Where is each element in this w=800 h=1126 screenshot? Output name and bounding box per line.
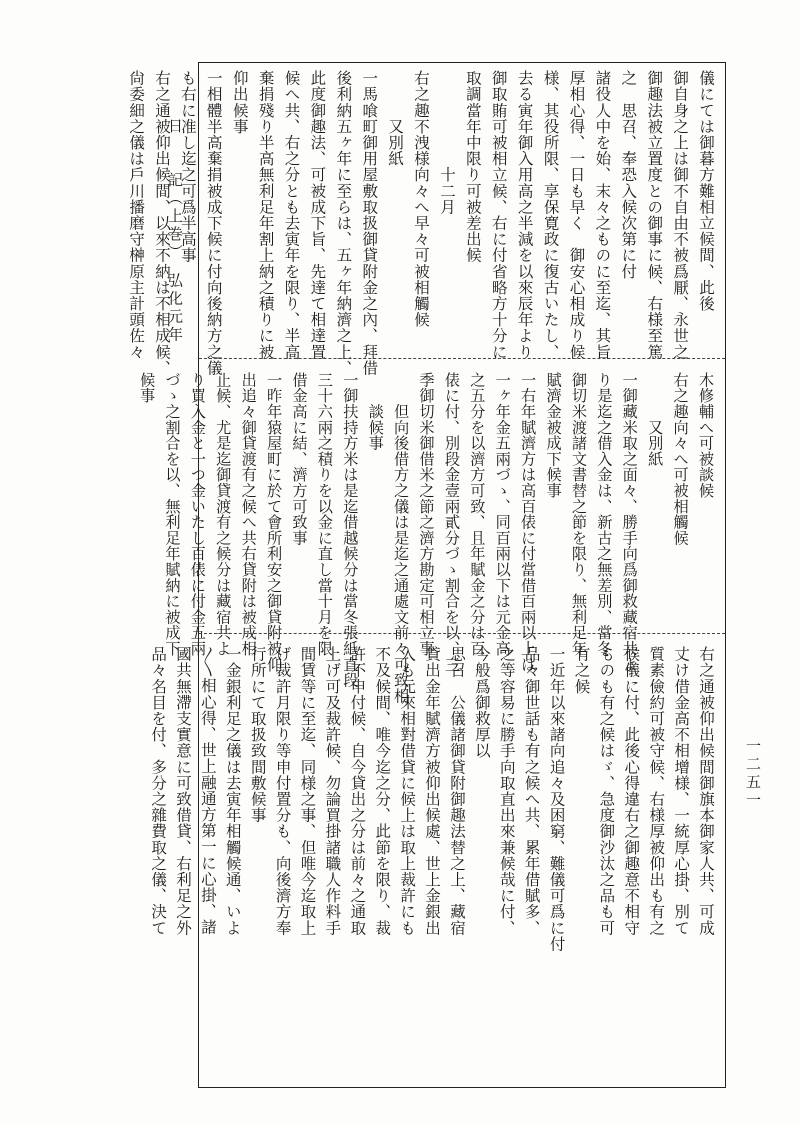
text-body-middle: 木修輔へ可被談候 右之趣向々へ可被相觸候 又別紙 一御藏米取之面々、勝手向爲御救藏宿共よ り是迄之借入金は、新古之無差別、當冬 御切米渡諸文書替之節を限り、無利足年 賦濟金被成下候事 一右年賦濟方は高百俵に付當借百兩以上は 一ヶ年金五兩づゝ、同百兩以下は元金高 之五分を以濟方可致、且年賦金之分は百 俵に付、別段金壹兩貳分づゝ割合を以、三 季御切米御借米之節之濟方勘定可相立事 但向後借方之儀は是迄之通處文前々可致相 談候事 一御扶持方米は是迄借越候分は當冬張紙直段 三十六兩之積りを以金に直し當十月を限 借金高に結、濟方可致事 一昨年猿屋町に於て會所利安之御貸附被仰 出追々御貸渡有之候へ共右貸附は被成相 止候、尤是迄御貸渡有之候分は藏宿共よ り買入金と一つ金いたし百俵に付金五兩 づゝ之割合を以、無利足年賦納に被成下 候事: [138, 372, 715, 704]
running-title: 日 記（上巻） 弘化元年: [166, 118, 184, 345]
text-body-top: 儀にては御暮方難相立候間、此後 御自身之上は御不自由不被爲厭、永世之 御趣法被立置度との御事に候、右様至篤 之 思召、奉恐入候次第に付 諸役人中を始、末々之ものに至迄、其旨 厚相心得、一日も早く 御安心相成り候 様、其役所限、享保寛政に復古いたし、 去る寅年御入用高之半減を以來辰年より 御取賄可被相立候、右に付省略方十分に 取調當年中限り可被差出候 十二月 右之趣不洩様向々へ早々可被相觸候 又別紙 一馬喰町御用屋敷取扱御貸附金之內、拜借 後利納五ヶ年に至らは、五ヶ年納濟之上、 此度御趣法、可被成下旨、先達て相達置 候へ共、右之分とも去寅年を限り、半高 棄捐殘り半高無利足年割上納之積りに被 仰出候事 一相體半高棄捐被成下候に付向後納方之儀 も右に准し迄之可爲半高事 右之通被仰出候間、以來不納は不相成候、 尙委細之儀は戶川播磨守榊原主計頭佐々: [127, 70, 715, 376]
page-number: 一二五一: [744, 738, 762, 810]
text-panel-middle: [138, 366, 724, 704]
section-divider-1: [199, 358, 725, 359]
text-body-bottom: 右之通被仰出候間御旗本御家人共、可成 丈け借金高不相增様、一統厚心掛、別て 質素儉約可被守候、右様厚被仰出も有之 候儀に付、此後心得違右之御趣意不相守 ものも有之候はゞ、急度御沙汰之品も可 有之候 一近年以來諸向追々及困窮、難儀可爲に付 品々御世話も有之候へ共、累年借賦多、 之等容易に勝手向取直出來兼候哉に付、 今般爲御救厚以 思召 公儀諸御貸附御趣法替之上、藏宿 貸出金年賦濟方被仰出候處、世上金銀出 入も元來相對借貸に候上は取上裁許にも 不及候間、唯今迄之分、此節を限り、裁 許不申付候、自今貸出之分は前々之通取 上げ可及裁許候、勿論買掛諸職人作料手 間賃等に至迄、同様之事、但唯今迄取上 げ裁許月限り等申付置分も、向後濟方奉 行所にて取扱致間敷候事 一金銀利足之儀は去寅年相觸候通、いよ 〳〵相心得、世上融通方第一に心掛、諸 國共無滯支實意に可致借貸、右利足之外 品々名目を付、多分之雜費取之儀、決て: [149, 646, 715, 952]
section-divider-2: [199, 633, 725, 634]
text-panel-bottom: [149, 640, 724, 1086]
